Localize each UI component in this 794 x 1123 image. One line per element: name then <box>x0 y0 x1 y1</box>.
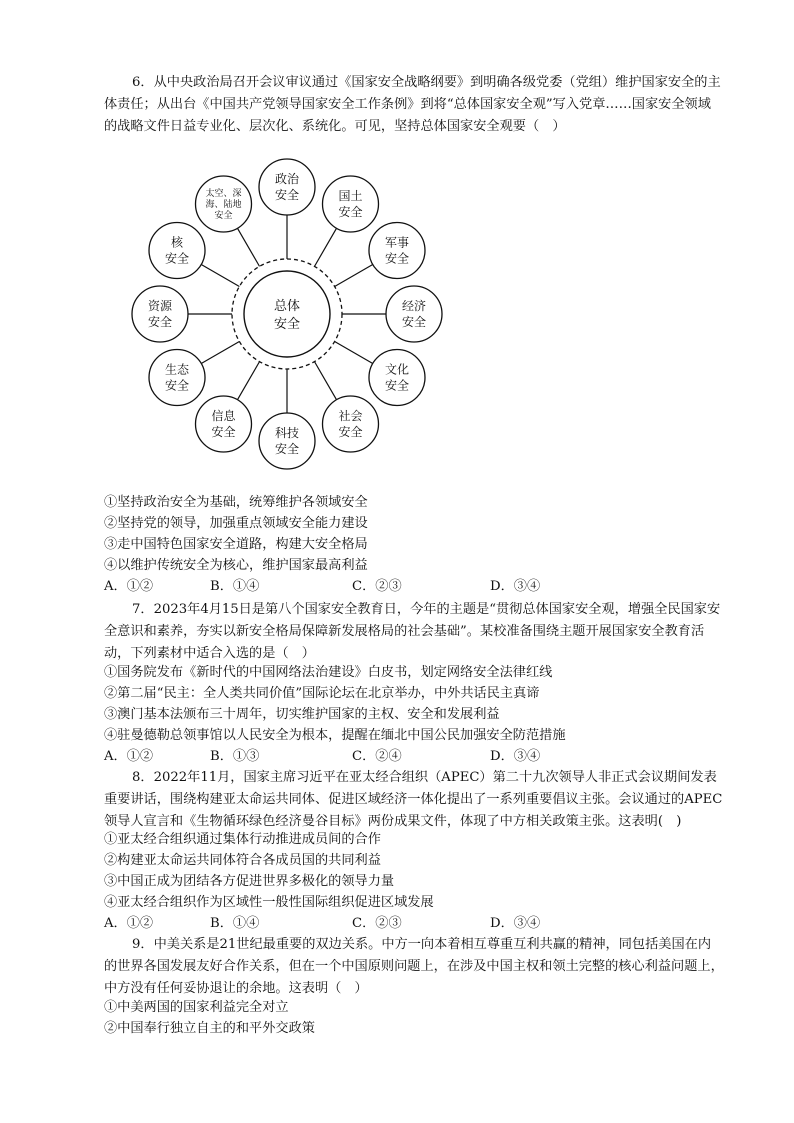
diagram-spoke <box>315 362 337 400</box>
diagram-node <box>149 223 205 279</box>
q8-choice-c[interactable]: C．②③ <box>352 916 402 931</box>
q7-choice-d[interactable]: D．③④ <box>490 749 541 764</box>
q6-option-2: ②坚持党的领导，加强重点领域安全能力建设 <box>104 516 368 531</box>
q9-option-1: ①中美两国的国家利益完全对立 <box>104 1000 289 1015</box>
diagram-node-label: 信息 <box>211 409 236 424</box>
q7-option-2: ②第二届“民主：全人类共同价值”国际论坛在北京举办，中外共话民主真谛 <box>104 686 540 701</box>
question-9-stem <box>104 934 724 1000</box>
diagram-node-circle <box>369 350 425 406</box>
diagram-node-circle <box>259 159 315 215</box>
diagram-node-label: 安全 <box>211 425 236 440</box>
diagram-node-label: 安全 <box>384 251 409 266</box>
diagram-node-label: 安全 <box>214 211 233 222</box>
diagram-node-label: 社会 <box>338 409 363 424</box>
q7-option-4: ④驻曼德勒总领事馆以人民安全为根本，提醒在缅北中国公民加强安全防范措施 <box>104 728 566 743</box>
diagram-node-label: 核 <box>171 235 184 250</box>
diagram-node-label: 国土 <box>338 189 363 204</box>
diagram-node-label: 生态 <box>165 362 190 377</box>
q9-option-2: ②中国奉行独立自主的和平外交政策 <box>104 1021 315 1036</box>
diagram-node-circle <box>149 223 205 279</box>
q6-option-4: ④以维护传统安全为核心，维护国家最高利益 <box>104 558 368 573</box>
q8-option-3: ③中国正成为团结各方促进世界多极化的领导力量 <box>104 874 395 889</box>
question-7-text: 7．2023年4月15日是第八个国家安全教育日，今年的主题是“贯彻总体国家安全观，增强全民国家安全意识和素养，夯实以新安全格局保障新发展格局的社会基础”。某校准备围绕主题开展国家安全教育活动，下列素材中适合入选的是（ ） <box>104 602 721 661</box>
q8-choice-a[interactable]: A．①② <box>104 916 154 931</box>
q6-choice-d[interactable]: D．③④ <box>490 579 541 594</box>
diagram-node-label: 安全 <box>274 188 300 203</box>
q6-choice-b[interactable]: B．①④ <box>210 579 260 594</box>
diagram-node <box>149 350 205 406</box>
diagram-node <box>386 286 442 342</box>
diagram-spoke <box>238 228 260 266</box>
diagram-node <box>323 396 379 452</box>
diagram-spoke <box>315 228 337 266</box>
diagram-node-label: 军事 <box>384 235 409 250</box>
center-node <box>232 259 342 369</box>
diagram-node-label: 文化 <box>384 362 409 377</box>
diagram-node-label: 安全 <box>165 378 190 393</box>
diagram-node-label: 安全 <box>165 251 190 266</box>
diagram-node-circle <box>386 286 442 342</box>
q8-option-4: ④亚太经合组织作为区域性一般性国际组织促进区域发展 <box>104 895 434 910</box>
diagram-node-label: 安全 <box>401 315 427 330</box>
diagram-node-label: 安全 <box>384 378 409 393</box>
diagram-node <box>369 223 425 279</box>
q6-option-1: ①坚持政治安全为基础，统筹维护各领域安全 <box>104 495 368 510</box>
q6-option-3: ③走中国特色国家安全道路，构建大安全格局 <box>104 537 368 552</box>
diagram-spoke <box>201 342 239 364</box>
question-7-stem <box>104 599 724 665</box>
q7-choice-a[interactable]: A．①② <box>104 749 154 764</box>
diagram-node-label: 资源 <box>147 299 173 314</box>
q8-option-1: ①亚太经合组织通过集体行动推进成员间的合作 <box>104 832 381 847</box>
diagram-node-label: 海、陆地 <box>205 200 242 211</box>
question-8-stem <box>104 767 724 833</box>
diagram-node-circle <box>323 176 379 232</box>
diagram-node-label: 安全 <box>338 205 363 220</box>
q7-option-1: ①国务院发布《新时代的中国网络法治建设》白皮书，划定网络安全法律红线 <box>104 665 553 680</box>
diagram-node-label: 政治 <box>274 172 300 187</box>
diagram-node-label: 安全 <box>147 315 173 330</box>
q7-choice-b[interactable]: B．①③ <box>210 749 260 764</box>
center-node-line-2: 安全 <box>273 317 301 332</box>
diagram-spoke <box>238 362 260 400</box>
diagram-spoke <box>201 265 239 287</box>
diagram-node-circle <box>259 413 315 469</box>
diagram-node-circle <box>132 286 188 342</box>
q6-choice-a[interactable]: A．①② <box>104 579 154 594</box>
q8-option-2: ②构建亚太命运共同体符合各成员国的共同利益 <box>104 853 381 868</box>
diagram-node <box>323 176 379 232</box>
diagram-node-circle <box>196 396 252 452</box>
diagram-node <box>259 159 315 215</box>
diagram-node-label: 科技 <box>274 426 300 441</box>
diagram-node-circle <box>323 396 379 452</box>
diagram-spoke <box>335 265 373 287</box>
diagram-node <box>369 350 425 406</box>
diagram-node-label: 安全 <box>274 442 300 457</box>
q7-option-3: ③澳门基本法颁布三十周年，切实维护国家的主权、安全和发展利益 <box>104 707 500 722</box>
q8-choice-b[interactable]: B．①④ <box>210 916 260 931</box>
diagram-node <box>259 413 315 469</box>
question-6-stem <box>104 72 724 138</box>
q7-choice-c[interactable]: C．②④ <box>352 749 402 764</box>
center-node-line-1: 总体 <box>273 299 301 314</box>
question-6-text: 6．从中央政治局召开会议审议通过《国家安全战略纲要》到明确各级党委（党组）维护国家安全的主体责任；从出台《中国共产党领导国家安全工作条例》到将“总体国家安全观”写入党章……国家安全领域的战略文件日益专业化、层次化、系统化。可见，坚持总体国家安全观要（ ） <box>104 75 721 134</box>
diagram-node-label: 太空、深 <box>205 189 242 200</box>
diagram-node-label: 安全 <box>338 425 363 440</box>
q6-choice-c[interactable]: C．②③ <box>352 579 402 594</box>
national-security-diagram <box>110 150 490 480</box>
diagram-node-circle <box>149 350 205 406</box>
diagram-node-label: 经济 <box>401 299 427 314</box>
diagram-node <box>196 396 252 452</box>
diagram-spoke <box>335 342 373 364</box>
diagram-node <box>132 286 188 342</box>
question-8-text: 8．2022年11月，国家主席习近平在亚太经合组织（APEC）第二十九次领导人非正式会议期间发表重要讲话，围绕构建亚太命运共同体、促进区域经济一体化提出了一系列重要倡议主张。会议通过的APEC领导人宣言和《生物循环绿色经济曼谷目标》两份成果文件，体现了中方相关政策主张。这表明( ) <box>104 770 723 829</box>
diagram-node-circle <box>369 223 425 279</box>
q8-choice-d[interactable]: D．③④ <box>490 916 541 931</box>
diagram-node <box>196 176 252 232</box>
question-9-text: 9．中美关系是21世纪最重要的双边关系。中方一向本着相互尊重互利共赢的精神，同包括美国在内的世界各国发展友好合作关系，但在一个中国原则问题上，在涉及中国主权和领土完整的核心利益问题上，中方没有任何妥协退让的余地。这表明（ ） <box>104 937 724 996</box>
